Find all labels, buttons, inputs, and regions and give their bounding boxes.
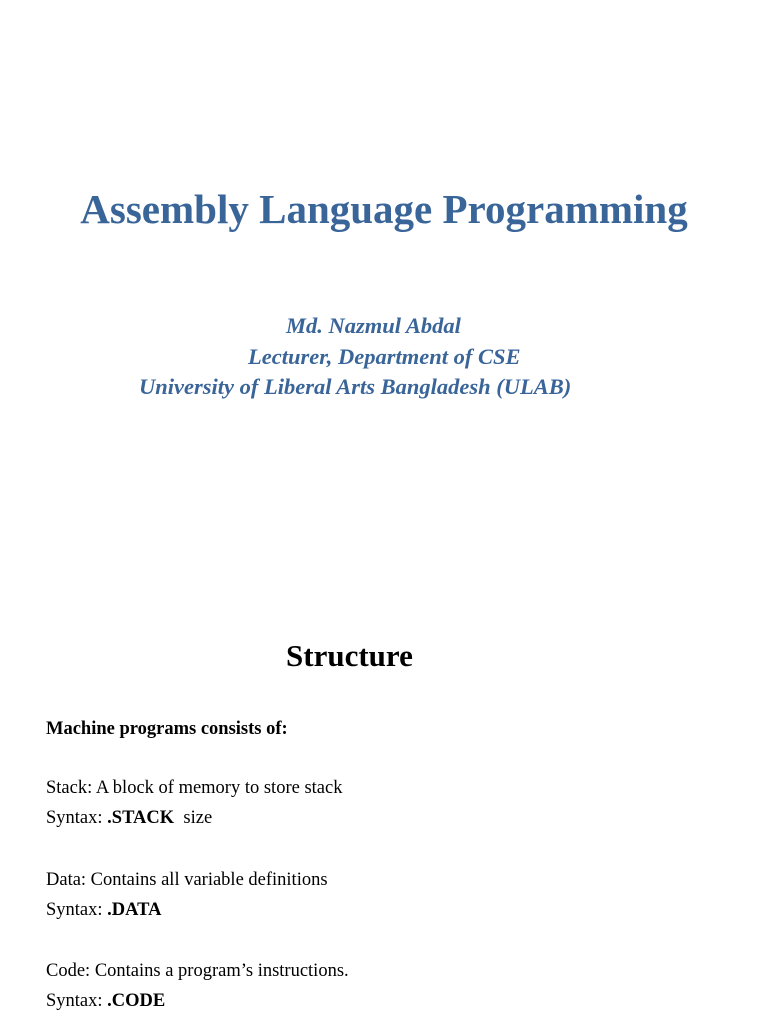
syntax-keyword: .CODE (107, 991, 166, 1011)
syntax-label: Syntax: (46, 991, 108, 1011)
syntax-keyword: .DATA (107, 900, 162, 920)
section-intro: Machine programs consists of: (46, 719, 288, 739)
slide-title: Assembly Language Programming (80, 186, 688, 232)
stack-description: Stack: A block of memory to store stack (46, 778, 343, 798)
syntax-label: Syntax: (46, 808, 108, 828)
syntax-label: Syntax: (46, 900, 108, 920)
syntax-keyword: .STACK (107, 808, 175, 828)
code-syntax (46, 989, 165, 1013)
code-description: Code: Contains a program’s instructions. (46, 961, 349, 981)
data-syntax (46, 898, 161, 922)
author-university: University of Liberal Arts Bangladesh (ULAB) (139, 374, 572, 399)
author-role: Lecturer, Department of CSE (248, 343, 521, 369)
section-heading: Structure (286, 638, 413, 673)
author-name: Md. Nazmul Abdal (286, 313, 461, 338)
data-description: Data: Contains all variable definitions (46, 870, 328, 890)
stack-syntax (46, 806, 212, 830)
syntax-suffix: size (174, 808, 213, 828)
